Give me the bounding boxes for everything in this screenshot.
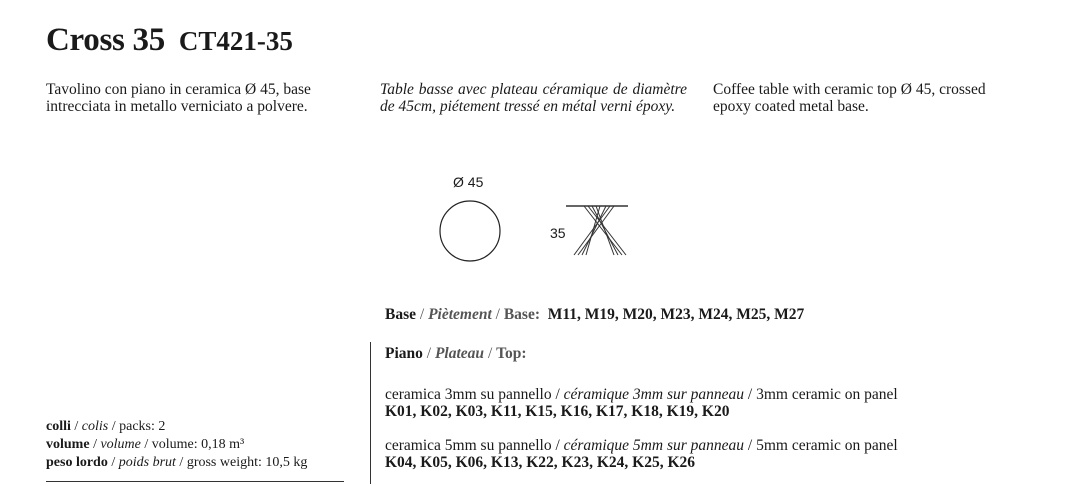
product-name: Cross 35 (46, 22, 165, 58)
volume-value: 0,18 m³ (201, 437, 245, 452)
packs-info: colli / colis / packs: 2 (46, 419, 166, 434)
diameter-label: Ø 45 (453, 174, 484, 190)
packs-label-fr: colis (81, 419, 109, 434)
height-label: 35 (550, 225, 566, 241)
option-3mm-codes: K01, K02, K03, K11, K15, K16, K17, K18, K19, K20 (385, 403, 730, 420)
weight-label-fr: poids brut (118, 455, 176, 470)
side-view-crossed-base (566, 206, 628, 255)
vertical-divider (370, 342, 371, 484)
base-label-it: Base (385, 306, 416, 323)
base-finishes: Base / Piètement / Base: M11, M19, M20, M23, M24, M25, M27 (385, 306, 805, 323)
option-3mm-it: ceramica 3mm su pannello (385, 386, 552, 403)
option-5mm-it: ceramica 5mm su pannello (385, 437, 552, 454)
option-3mm-fr: céramique 3mm sur panneau (563, 386, 745, 403)
ceramic-option-3mm: ceramica 3mm su pannello / céramique 3mm sur panneau / 3mm ceramic on panel K01, K02, K03, K11, K15, K16, K17, K18, K19, K20 (385, 386, 898, 420)
packs-label-it: colli (46, 419, 71, 434)
weight-info: peso lordo / poids brut / gross weight: 10,5 kg (46, 455, 308, 470)
base-label-fr: Piètement (428, 306, 492, 323)
packs-value: 2 (158, 419, 166, 434)
piano-label-fr: Plateau (434, 345, 485, 362)
base-label-en: Base: (503, 306, 540, 323)
volume-label-it: volume (46, 437, 90, 452)
description-french: Table basse avec plateau céramique de diamètre de 45cm, piétement tressé en métal verni époxy. (380, 81, 687, 115)
top-finishes-header: Piano / Plateau / Top: (385, 345, 527, 362)
piano-label-it: Piano (385, 345, 423, 362)
horizontal-divider (46, 481, 344, 482)
description-english: Coffee table with ceramic top Ø 45, crossed epoxy coated metal base. (713, 81, 986, 115)
volume-label-fr: volume (100, 437, 141, 452)
weight-label-it: peso lordo (46, 455, 108, 470)
top-view-circle (440, 201, 500, 261)
option-5mm-en: 5mm ceramic on panel (756, 437, 898, 454)
ceramic-option-5mm: ceramica 5mm su pannello / céramique 5mm sur panneau / 5mm ceramic on panel K04, K05, K06, K13, K22, K23, K24, K25, K26 (385, 437, 898, 471)
volume-info: volume / volume / volume: 0,18 m³ (46, 437, 245, 452)
product-code: CT421-35 (178, 26, 293, 56)
description-italian: Tavolino con piano in ceramica Ø 45, base intrecciata in metallo verniciato a polvere. (46, 81, 311, 115)
product-title (46, 22, 293, 59)
volume-label-en: volume: (151, 437, 198, 452)
base-codes: M11, M19, M20, M23, M24, M25, M27 (547, 306, 805, 323)
piano-label-en: Top: (496, 345, 527, 362)
option-5mm-codes: K04, K05, K06, K13, K22, K23, K24, K25, K26 (385, 454, 696, 471)
packs-label-en: packs: (119, 419, 155, 434)
option-5mm-fr: céramique 5mm sur panneau (563, 437, 745, 454)
option-3mm-en: 3mm ceramic on panel (756, 386, 898, 403)
technical-drawing (438, 200, 638, 262)
weight-value: 10,5 kg (265, 455, 308, 470)
weight-label-en: gross weight: (186, 455, 262, 470)
